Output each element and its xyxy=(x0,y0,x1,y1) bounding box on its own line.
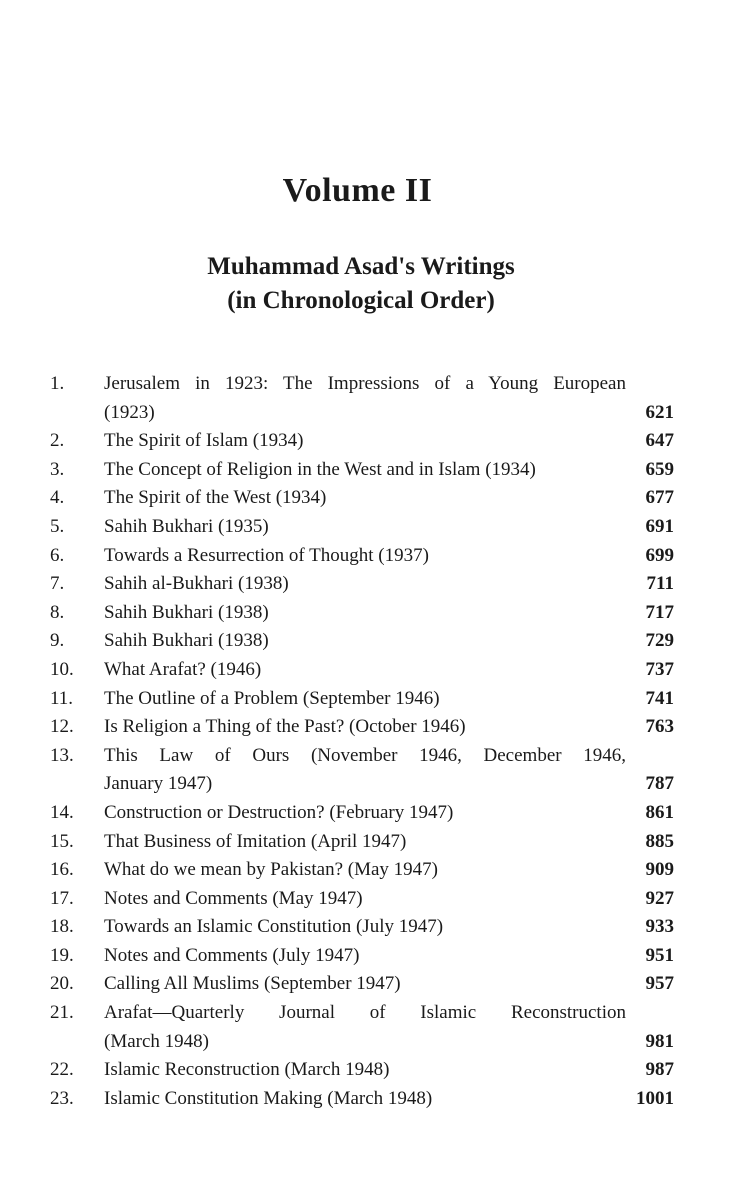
entry-number: 18. xyxy=(50,916,74,938)
toc-entry-line xyxy=(0,370,750,399)
toc-entry xyxy=(0,427,750,456)
entry-title: The Outline of a Problem (September 1946) xyxy=(104,687,440,709)
entry-title: Jerusalem in 1923: The Impressions of a Young European xyxy=(104,373,626,394)
toc-entry xyxy=(0,742,750,799)
entry-number: 14. xyxy=(50,801,74,823)
toc-entry-line xyxy=(0,1028,750,1057)
entry-title: Calling All Muslims (September 1947) xyxy=(104,973,401,995)
entry-number: 15. xyxy=(50,830,74,852)
toc-entry-line xyxy=(0,570,750,599)
entry-number: 19. xyxy=(50,944,74,966)
entry-page-number: 885 xyxy=(645,830,674,852)
entry-number: 7. xyxy=(50,573,65,595)
toc-entry-line xyxy=(0,513,750,542)
toc-entry-line xyxy=(0,799,750,828)
entry-title: The Concept of Religion in the West and in Islam (1934) xyxy=(104,458,536,480)
entry-page-number: 729 xyxy=(645,630,674,652)
entry-number: 8. xyxy=(50,601,65,623)
entry-page-number: 951 xyxy=(645,944,674,966)
entry-number: 11. xyxy=(50,687,74,709)
entry-title: Islamic Reconstruction (March 1948) xyxy=(104,1059,390,1081)
toc-entry-line xyxy=(0,656,750,685)
entry-page-number: 691 xyxy=(645,515,674,537)
entry-page-number: 957 xyxy=(645,973,674,995)
entry-title: Towards an Islamic Constitution (July 1947) xyxy=(104,916,444,938)
toc-entry xyxy=(0,913,750,942)
entry-page-number: 1001 xyxy=(636,1087,674,1109)
toc-entry-line xyxy=(0,828,750,857)
entry-title: What Arafat? (1946) xyxy=(104,658,262,680)
toc-entry xyxy=(0,856,750,885)
entry-page-number: 647 xyxy=(645,430,674,452)
entry-number: 2. xyxy=(50,430,65,452)
entry-title: Notes and Comments (May 1947) xyxy=(104,887,363,909)
entry-page-number: 981 xyxy=(645,1030,674,1052)
entry-title: Notes and Comments (July 1947) xyxy=(104,944,360,966)
toc-entry-line xyxy=(0,913,750,942)
entry-number: 20. xyxy=(50,973,74,995)
toc-entry-line xyxy=(0,685,750,714)
toc-entry xyxy=(0,599,750,628)
entry-page-number: 711 xyxy=(646,573,674,595)
entry-number: 4. xyxy=(50,487,65,509)
entry-number: 9. xyxy=(50,630,65,652)
toc-entry xyxy=(0,542,750,571)
entry-page-number: 737 xyxy=(645,658,674,680)
toc-entry-line xyxy=(0,599,750,628)
entry-page-number: 987 xyxy=(645,1059,674,1081)
toc-entry xyxy=(0,656,750,685)
toc-entry-line xyxy=(0,713,750,742)
toc-entry-line xyxy=(0,484,750,513)
toc-entry xyxy=(0,484,750,513)
toc-entry xyxy=(0,370,750,427)
toc-entry xyxy=(0,828,750,857)
entry-number: 16. xyxy=(50,859,74,881)
entry-number: 22. xyxy=(50,1059,74,1081)
toc-entry-line xyxy=(0,542,750,571)
entry-number: 3. xyxy=(50,458,65,480)
toc-entry-line xyxy=(0,942,750,971)
toc-entry xyxy=(0,685,750,714)
toc-entry xyxy=(0,1056,750,1085)
entry-page-number: 699 xyxy=(645,544,674,566)
toc-entry-line xyxy=(0,856,750,885)
toc-entry xyxy=(0,942,750,971)
toc-entry xyxy=(0,970,750,999)
toc-entry-line xyxy=(0,770,750,799)
toc-entry xyxy=(0,570,750,599)
entry-title: Construction or Destruction? (February 1947) xyxy=(104,801,454,823)
entry-title: Is Religion a Thing of the Past? (October 1946) xyxy=(104,716,466,738)
toc-entry xyxy=(0,513,750,542)
entry-number: 23. xyxy=(50,1087,74,1109)
entry-page-number: 787 xyxy=(645,773,674,795)
toc-entry-line xyxy=(0,970,750,999)
entry-page-number: 621 xyxy=(645,401,674,423)
entry-page-number: 933 xyxy=(645,916,674,938)
toc-entry-line xyxy=(0,999,750,1028)
entry-number: 12. xyxy=(50,716,74,738)
entry-title: The Spirit of the West (1934) xyxy=(104,487,327,509)
toc-entry xyxy=(0,999,750,1056)
entry-page-number: 659 xyxy=(645,458,674,480)
entry-title: (March 1948) xyxy=(104,1030,209,1052)
section-subtitle xyxy=(0,250,722,318)
entry-number: 17. xyxy=(50,887,74,909)
entry-page-number: 741 xyxy=(645,687,674,709)
toc-entry xyxy=(0,885,750,914)
toc-entry-line xyxy=(0,742,750,771)
subtitle-line-1: Muhammad Asad's Writings xyxy=(207,253,515,280)
entry-title: Towards a Resurrection of Thought (1937) xyxy=(104,544,429,566)
toc-entry xyxy=(0,456,750,485)
entry-number: 5. xyxy=(50,515,65,537)
entry-title: Sahih Bukhari (1935) xyxy=(104,515,269,537)
toc-entry-line xyxy=(0,456,750,485)
entry-title: (1923) xyxy=(104,401,155,423)
entry-page-number: 717 xyxy=(645,601,674,623)
toc-entry xyxy=(0,627,750,656)
entry-number: 1. xyxy=(50,373,65,394)
entry-number: 13. xyxy=(50,744,74,766)
entry-page-number: 927 xyxy=(645,887,674,909)
entry-title: January 1947) xyxy=(104,773,213,795)
entry-title: This Law of Ours (November 1946, December 1946, xyxy=(104,744,626,766)
toc-entry-line xyxy=(0,627,750,656)
toc-entry xyxy=(0,1085,750,1114)
entry-page-number: 861 xyxy=(645,801,674,823)
toc-entry-line xyxy=(0,427,750,456)
entry-title: That Business of Imitation (April 1947) xyxy=(104,830,407,852)
entry-title: What do we mean by Pakistan? (May 1947) xyxy=(104,859,438,881)
volume-heading: Volume II xyxy=(282,172,433,209)
entry-page-number: 677 xyxy=(645,487,674,509)
entry-title: The Spirit of Islam (1934) xyxy=(104,430,304,452)
entry-title: Sahih Bukhari (1938) xyxy=(104,630,269,652)
toc-entry-line xyxy=(0,1085,750,1114)
entry-number: 6. xyxy=(50,544,65,566)
entry-number: 21. xyxy=(50,1002,74,1024)
toc-entry-line xyxy=(0,885,750,914)
entry-page-number: 763 xyxy=(645,716,674,738)
entry-title: Sahih Bukhari (1938) xyxy=(104,601,269,623)
entry-page-number: 909 xyxy=(645,859,674,881)
entry-title: Arafat—Quarterly Journal of Islamic Reconstruction xyxy=(104,1002,626,1024)
toc-entry xyxy=(0,713,750,742)
entry-title: Islamic Constitution Making (March 1948) xyxy=(104,1087,433,1109)
toc-entry-line xyxy=(0,1056,750,1085)
toc-entry-line xyxy=(0,399,750,428)
toc-entry xyxy=(0,799,750,828)
subtitle-line-2: (in Chronological Order) xyxy=(227,287,495,314)
entry-number: 10. xyxy=(50,658,74,680)
entry-title: Sahih al-Bukhari (1938) xyxy=(104,573,289,595)
table-of-contents xyxy=(0,370,750,1113)
